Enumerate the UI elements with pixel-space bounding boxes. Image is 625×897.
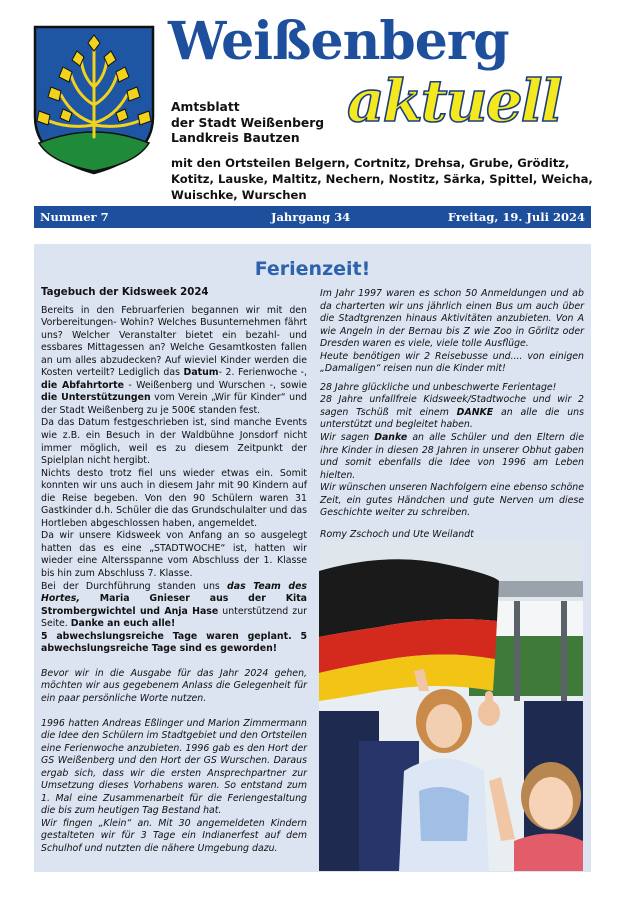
paragraph: Da wir unsere Kidsweek von Anfang an so ausgelegt hatten das es eine „STADTWOCHE“ ist, hatten wir wieder eine Altersspanne vom Abschluss der 1. Klasse bis hin zum Abschluss 7. Klasse. xyxy=(41,530,307,580)
article-right-column xyxy=(320,288,584,541)
article-photo xyxy=(319,541,583,871)
paragraph-italic: Wir wünschen unseren Nachfolgern eine ebenso schöne Zeit, ein gutes Händchen und gute Nerven um diese Geschichte weiter zu schreiben. xyxy=(320,482,584,519)
paragraph-italic: 28 Jahre unfallfreie Kidsweek/Stadtwoche und wir 2 sagen Tschüß mit einem DANKE an alle die uns unterstützt und begleitet haben. xyxy=(320,394,585,431)
masthead-title: Weißenberg xyxy=(168,11,509,72)
paragraph-italic: 1996 hatten Andreas Eßlinger und Marion Zimmermann die Idee den Schülern im Stadtgebiet und den Ortsteilen eine Ferienwoche anzubieten. 1996 gab es den Hort der GS Weißenberg und den Hort der GS Wurschen. Daraus ergab sich, dass wir die ersten Ansprechpartner zur Umsetzung dieses Vorhabens waren. So entstand zum 1. Mal eine Zusammenarbeit für die Feriengestaltung die bis zum heutigen Tag Bestand hat. xyxy=(41,717,307,817)
paragraph-italic: Heute benötigen wir 2 Reisebusse und.... von einigen „Damaligen“ reisen nun die Kinder mit! xyxy=(320,350,584,375)
article-panel xyxy=(34,244,591,872)
publisher-line: der Stadt Weißenberg xyxy=(171,115,325,130)
districts-list: mit den Ortsteilen Belgern, Cortnitz, Drehsa, Grube, Gröditz, Kotitz, Lauske, Maltitz, Nechern, Nostitz, Särka, Spittel, Weicha, Wuischke, Wurschen xyxy=(171,156,593,202)
publisher-line: Landkreis Bautzen xyxy=(171,131,300,145)
article-left-column xyxy=(41,287,307,856)
issue-number: Nummer 7 xyxy=(40,210,109,224)
paragraph: Da das Datum festgeschrieben ist, sind manche Events wie z.B. ein Besuch in der Waldbühne Jonsdorf nicht immer möglich, weil es zu diesem Zeitpunkt der Spielplan nicht hergibt. xyxy=(41,417,307,467)
publisher-info xyxy=(171,100,324,147)
paragraph: Bereits in den Februarferien begannen wir mit den Vorbereitungen- Wohin? Welches Busunternehmen fährt uns? Welcher Veranstalter bietet ein bezahl- und essbares Mittagessen an? Welche Gesamtkosten fallen an um alles abzudecken? Auf wieviel Kinder werden die Kosten verteilt? Lediglich das Datum- 2. Ferienwoche -, die Abfahrtorte - Weißenberg und Wurschen -, sowie die Unterstützungen vom Verein „Wir für Kinder“ und der Stadt Weißenberg zu je 500€ standen fest. xyxy=(41,304,307,416)
article-authors: Romy Zschoch und Ute Weilandt xyxy=(320,528,474,540)
paragraph-italic: Bevor wir in die Ausgabe für das Jahr 2024 gehen, möchten wir aus gegebenem Anlass die Gelegenheit für ein paar persönliche Worte nutzen. xyxy=(41,667,307,704)
paragraph-italic: Wir fingen „Klein“ an. Mit 30 angemeldeten Kindern gestalteten wir für 3 Tage ein Indianerfest auf dem Schulhof und nutzten die nähere Umgebung dazu. xyxy=(41,817,307,854)
article-subheading: Tagebuch der Kidsweek 2024 xyxy=(41,287,209,298)
paragraph: Nichts desto trotz fiel uns wieder etwas ein. Somit konnten wir uns auch in diesem Jahr mit 90 Kindern auf die Reise begeben. Von den 90 Schülern waren 31 Gastkinder d.h. Schüler die das Grundschulalter und das Hortleben abgeschlossen haben, angemeldet. xyxy=(41,467,307,529)
publisher-line: Amtsblatt xyxy=(171,100,240,114)
coat-of-arms-crest xyxy=(33,25,155,175)
issue-bar xyxy=(34,206,591,228)
masthead-subtitle: aktuell xyxy=(347,67,561,135)
issue-date: Freitag, 19. Juli 2024 xyxy=(447,210,585,224)
paragraph-italic: Im Jahr 1997 waren es schon 50 Anmeldungen und ab da charterten wir uns jährlich einen Bus um auch über die Stadtgrenzen hinaus Aktivitäten anzubieten. Von A wie Angeln in der Bernau bis Z wie Zoo in Görlitz oder Dresden waren es viele, viele tolle Ausflüge. xyxy=(320,288,584,350)
article-headline: Ferienzeit! xyxy=(254,258,371,280)
issue-volume: Jahrgang 34 xyxy=(271,210,351,224)
paragraph: Bei der Durchführung standen uns das Team des Hortes, Maria Gnieser aus der Kita Strombergwichtel und Anja Hase unterstützend zur Seite. Danke an euch alle! xyxy=(41,580,308,630)
paragraph-italic: Wir sagen Danke an alle Schüler und den Eltern die ihre Kinder in diesen 28 Jahren in unserer Obhut gaben und somit ebenfalls die Idee von 1996 am Leben hielten. xyxy=(320,432,584,481)
paragraph-bold: 5 abwechslungsreiche Tage waren geplant. 5 abwechslungsreiche Tage sind es geworden! xyxy=(41,630,307,655)
paragraph-italic: 28 Jahre glückliche und unbeschwerte Ferientage! xyxy=(320,381,557,393)
